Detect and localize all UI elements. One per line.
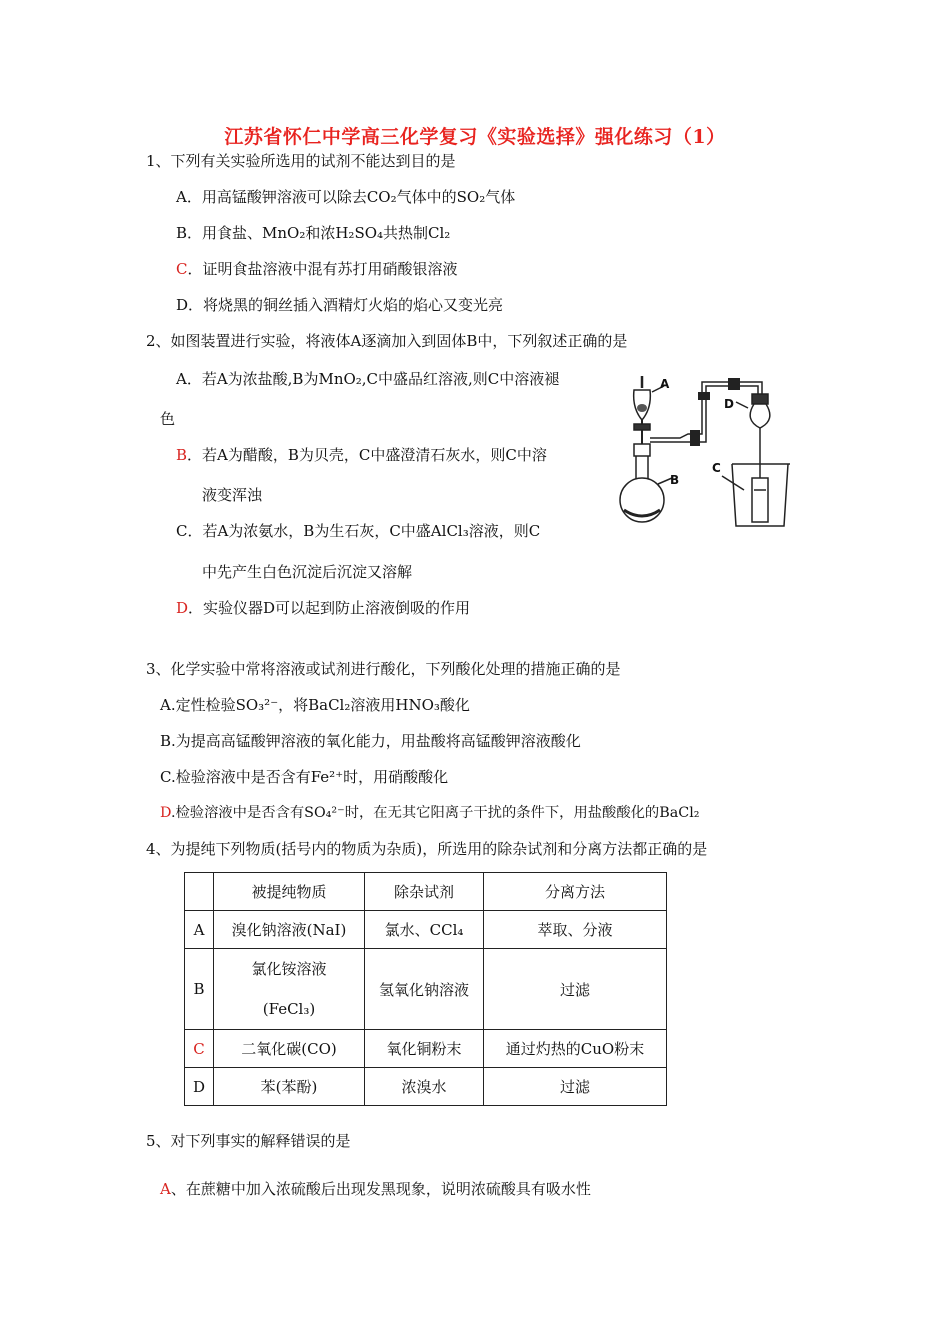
answer-mark: C [176,260,188,278]
q2-option-a-cont: 色 [160,410,176,428]
table-header-cell [185,873,214,911]
table-header-cell: 除杂试剂 [365,873,484,911]
answer-mark: B [176,446,188,464]
table-row [185,949,667,1030]
q1-option-d: D．将烧黑的铜丝插入酒精灯火焰的焰心又变光亮 [176,296,504,314]
apparatus-diagram [612,372,794,530]
label-a: A [660,377,670,391]
row-substance: 溴化钠溶液(NaI) [214,911,365,949]
q2-option-a: A．若A为浓盐酸,B为MnO₂,C中盛品红溶液,则C中溶液褪 [176,370,560,388]
q1-option-b: B．用食盐、MnO₂和浓H₂SO₄共热制Cl₂ [176,224,451,242]
row-method: 过滤 [484,1068,667,1106]
row-method: 通过灼热的CuO粉末 [484,1030,667,1068]
answer-mark: D [176,599,189,617]
table-header-row [185,873,667,911]
label-b: B [670,473,680,487]
q3-stem: 3、化学实验中常将溶液或试剂进行酸化，下列酸化处理的措施正确的是 [146,660,621,678]
answer-mark: A [160,1180,171,1198]
row-method: 萃取、分液 [484,911,667,949]
row-reagent: 氧化铜粉末 [365,1030,484,1068]
purification-table [184,872,667,1106]
q3-option-b: B.为提高高锰酸钾溶液的氧化能力，用盐酸将高锰酸钾溶液酸化 [160,732,581,750]
row-substance: 氯化铵溶液 (FeCl₃) [214,949,365,1030]
q1-stem: 1、下列有关实验所选用的试剂不能达到目的是 [146,152,456,170]
q1-option-c: C．证明食盐溶液中混有苏打用硝酸银溶液 [176,260,458,278]
q2-stem: 2、如图装置进行实验，将液体A逐滴加入到固体B中，下列叙述正确的是 [146,332,628,350]
q2-option-d: D．实验仪器D可以起到防止溶液倒吸的作用 [176,599,471,617]
row-label: D [185,1068,214,1106]
table-row [185,1030,667,1068]
q1-option-a: A．用高锰酸钾溶液可以除去CO₂气体中的SO₂气体 [176,188,516,206]
label-c: C [712,461,721,475]
row-substance: 二氧化碳(CO) [214,1030,365,1068]
q2-option-c: C．若A为浓氨水，B为生石灰，C中盛AlCl₃溶液，则C [176,522,541,540]
q4-stem: 4、为提纯下列物质(括号内的物质为杂质)，所选用的除杂试剂和分离方法都正确的是 [146,840,708,858]
table-header-cell: 分离方法 [484,873,667,911]
q2-option-b: B．若A为醋酸，B为贝壳，C中盛澄清石灰水，则C中溶 [176,446,547,464]
table-row [185,1068,667,1106]
row-method: 过滤 [484,949,667,1030]
row-reagent: 氢氧化钠溶液 [365,949,484,1030]
q2-option-b-cont: 液变浑浊 [202,486,263,504]
row-label: B [185,949,214,1030]
table-row [185,911,667,949]
q5-option-a: A、在蔗糖中加入浓硫酸后出现发黑现象，说明浓硫酸具有吸水性 [160,1180,591,1198]
row-substance: 苯(苯酚) [214,1068,365,1106]
row-label: C [185,1030,214,1068]
row-reagent: 浓溴水 [365,1068,484,1106]
page-title: 江苏省怀仁中学高三化学复习《实验选择》强化练习（1） [224,126,726,148]
q2-option-c-cont: 中先产生白色沉淀后沉淀又溶解 [202,563,413,581]
q5-stem: 5、对下列事实的解释错误的是 [146,1132,351,1150]
row-label: A [185,911,214,949]
q3-option-a: A.定性检验SO₃²⁻，将BaCl₂溶液用HNO₃酸化 [160,696,470,714]
q3-option-c: C.检验溶液中是否含有Fe²⁺时，用硝酸酸化 [160,768,449,786]
row-reagent: 氯水、CCl₄ [365,911,484,949]
q3-option-d: D.检验溶液中是否含有SO₄²⁻时，在无其它阳离子干扰的条件下，用盐酸酸化的BaCl₂ [160,805,700,821]
answer-mark: D [160,805,171,821]
table-header-cell: 被提纯物质 [214,873,365,911]
label-d: D [724,397,734,411]
